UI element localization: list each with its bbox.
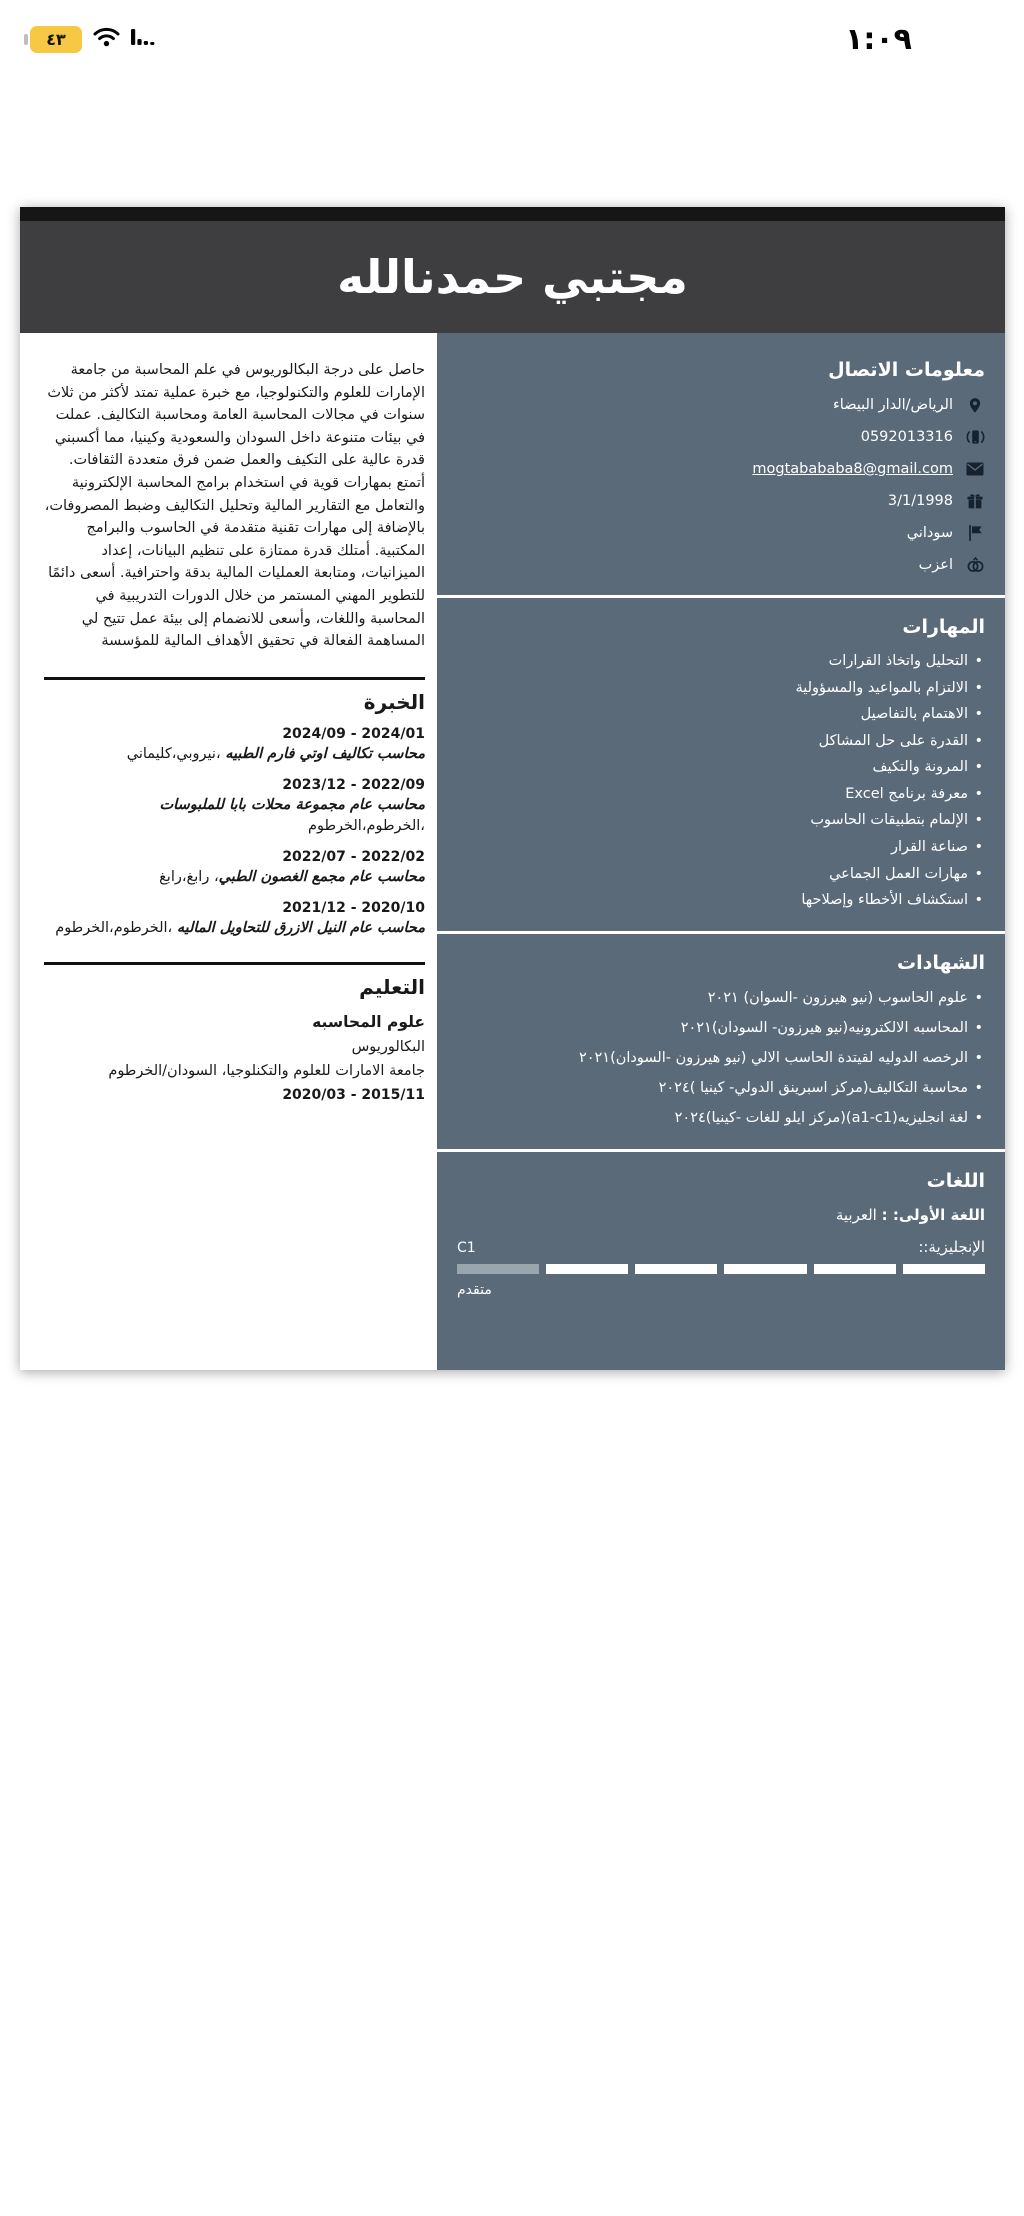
sidebar-divider — [437, 1149, 1005, 1152]
birthday-gift-icon — [965, 491, 985, 511]
contact-email-link[interactable]: mogtabababa8@gmail.com — [752, 461, 953, 477]
cellular-signal-icon — [131, 27, 155, 51]
first-language-label: اللغة الأولى: : — [881, 1205, 985, 1224]
education-major: علوم المحاسبه — [312, 1013, 425, 1032]
flag-icon — [965, 523, 985, 543]
cv-header — [20, 221, 1005, 333]
experience-role: محاسب تكاليف اوتي فارم الطبيه — [225, 745, 425, 762]
english-level-bar — [457, 1264, 985, 1274]
skills-title: المهارات — [902, 616, 985, 638]
level-segment-filled — [724, 1264, 806, 1274]
mobile-phone-icon — [965, 427, 985, 447]
education-school: جامعة الامارات للعلوم والتكنلوجيا، السودان/الخرطوم — [108, 1062, 425, 1079]
contact-section — [457, 359, 985, 575]
certificate-item: • الرخصه الدوليه لقيتدة الحاسب الالي (نيو هيرزون -السودان)٢٠٢١ — [457, 1048, 985, 1069]
contact-row-phone — [457, 427, 985, 447]
page-body — [20, 333, 1005, 1370]
skill-item: • مهارات العمل الجماعي — [457, 865, 985, 885]
skill-item: • التحليل واتخاذ القرارات — [457, 652, 985, 672]
contact-nationality: سوداني — [906, 525, 953, 541]
experience-role: محاسب عام مجمع الغصون الطبي — [218, 868, 425, 885]
first-language-value: العربية — [835, 1205, 877, 1224]
summary-paragraph: حاصل على درجة البكالوريوس في علم المحاسبة من جامعة الإمارات للعلوم والتكنولوجيا، مع خبرة عملية تمتد لأكثر من ثلاث سنوات في مجالات المحاسبة العامة ومحاسبة التكاليف. عملت في بيئات متنوعة داخل السودان والسعودية وكينيا، مما أكسبني قدرة عالية على التكيف والعمل ضمن فرق متعددة الثقافات. — [47, 362, 425, 469]
contact-address: الرياض/الدار البيضاء — [832, 397, 953, 413]
summary-paragraph: أتمتع بمهارات قوية في استخدام برامج المحاسبة الإلكترونية والتعامل مع التقارير المالية وتحليل التكاليف وضبط المصروفات، بالإضافة إلى مهارات تقنية متقدمة في الحاسوب والبرامج المكتبية. أمتلك قدرة ممتازة على تنظيم البيانات، إعداد الميزانيات، ومتابعة العمليات المالية بدقة واحترافية. أسعى دائمًا للتطوير المهني المستمر من خلال الدورات التدريبية في المحاسبة واللغات، وأسعى للانضمام إلى بيئة عمل تتيح لي المساهمة الفعالة في تحقيق الأهداف المالية للمؤسسة — [44, 475, 425, 650]
certificate-item: • لغة انجليزيه(a1-c1)(مركز ايلو للغات -كينيا)٢٠٢٤ — [457, 1108, 985, 1129]
level-segment-filled — [635, 1264, 717, 1274]
skill-item: • استكشاف الأخطاء وإصلاحها — [457, 891, 985, 911]
contact-row-nationality — [457, 523, 985, 543]
cv-main-column — [20, 333, 437, 1370]
experience-entry — [44, 777, 425, 836]
clock-time: ١:٠٩ — [845, 21, 912, 57]
experience-dates: 2023/12 - 2022/09 — [282, 777, 425, 794]
contact-row-marital-status — [457, 555, 985, 575]
experience-entry — [44, 900, 425, 938]
skill-item: • معرفة برنامج Excel — [457, 785, 985, 805]
contact-row-email — [457, 459, 985, 479]
contact-row-birthdate — [457, 491, 985, 511]
contact-marital-status: اعزب — [918, 557, 953, 573]
cv-sidebar — [437, 333, 1005, 1370]
skill-item: • المرونة والتكيف — [457, 758, 985, 778]
level-segment-empty — [457, 1264, 539, 1274]
location-pin-icon — [965, 395, 985, 415]
first-language-row — [457, 1206, 985, 1224]
summary-section — [44, 359, 425, 653]
education-title: التعليم — [359, 975, 425, 1000]
section-rule — [44, 962, 425, 965]
contact-phone: 0592013316 — [860, 429, 953, 445]
education-entry — [44, 1011, 425, 1105]
languages-section — [457, 1170, 985, 1298]
sidebar-divider — [437, 931, 1005, 934]
english-language-row — [457, 1238, 985, 1256]
certificate-item: • المحاسبه الالكترونيه(نيو هيرزون- السودان)٢٠٢١ — [457, 1018, 985, 1039]
rings-icon — [965, 555, 985, 575]
level-segment-filled — [903, 1264, 985, 1274]
experience-title: الخبرة — [363, 689, 425, 714]
status-indicators — [30, 26, 155, 53]
experience-location: ،الخرطوم،الخرطوم — [308, 817, 425, 834]
certificates-section — [457, 952, 985, 1129]
skill-item: • صناعة القرار — [457, 838, 985, 858]
education-degree: البكالوريوس — [351, 1038, 425, 1055]
certificate-item: • علوم الحاسوب (نيو هيرزون -السوان) ٢٠٢١ — [457, 988, 985, 1009]
contact-birthdate: 3/1/1998 — [887, 493, 953, 509]
contact-row-address — [457, 395, 985, 415]
battery-icon — [30, 26, 82, 53]
skill-item: • القدرة على حل المشاكل — [457, 732, 985, 752]
page-top-strip — [20, 207, 1005, 221]
english-language-label: الإنجليزية:: — [918, 1237, 985, 1256]
experience-dates: 2022/07 - 2022/02 — [282, 848, 425, 865]
skills-list — [457, 652, 985, 911]
certificates-list — [457, 988, 985, 1129]
status-bar — [0, 16, 1024, 62]
experience-location: ،نيروبي،كليماني — [126, 745, 226, 762]
experience-location: ،الخرطوم،الخرطوم — [55, 920, 177, 937]
wifi-icon — [93, 27, 120, 51]
sidebar-divider — [437, 595, 1005, 598]
experience-role: محاسب عام النيل الازرق للتحاويل الماليه — [176, 920, 425, 937]
experience-entry — [44, 849, 425, 887]
languages-title: اللغات — [926, 1169, 985, 1192]
skill-item: • الاهتمام بالتفاصيل — [457, 705, 985, 725]
section-rule — [44, 677, 425, 680]
level-segment-filled — [814, 1264, 896, 1274]
level-segment-filled — [546, 1264, 628, 1274]
skills-section — [457, 616, 985, 911]
experience-role: محاسب عام مجموعة محلات بابا للملبوسات — [159, 797, 425, 814]
english-level-badge: C1 — [457, 1239, 476, 1256]
certificates-title: الشهادات — [896, 951, 985, 974]
english-level-name: متقدم — [457, 1281, 492, 1298]
skill-item: • الالتزام بالمواعيد والمسؤولية — [457, 679, 985, 699]
experience-dates: 2021/12 - 2020/10 — [282, 900, 425, 917]
experience-location: ، رابغ،رابغ — [159, 868, 219, 885]
contact-title: معلومات الاتصال — [828, 359, 985, 381]
candidate-name: مجتبي حمدنالله — [337, 250, 688, 304]
education-dates: 2020/03 - 2015/11 — [282, 1086, 425, 1103]
experience-dates: 2024/09 - 2024/01 — [282, 725, 425, 742]
experience-entry — [44, 726, 425, 764]
envelope-icon — [965, 459, 985, 479]
battery-percent: ٤٣ — [46, 29, 66, 49]
certificate-item: • محاسبة التكاليف(مركز اسبرينق الدولي- كينيا )٢٠٢٤ — [457, 1078, 985, 1099]
cv-document-page — [20, 207, 1005, 1370]
skill-item: • الإلمام بتطبيقات الحاسوب — [457, 811, 985, 831]
